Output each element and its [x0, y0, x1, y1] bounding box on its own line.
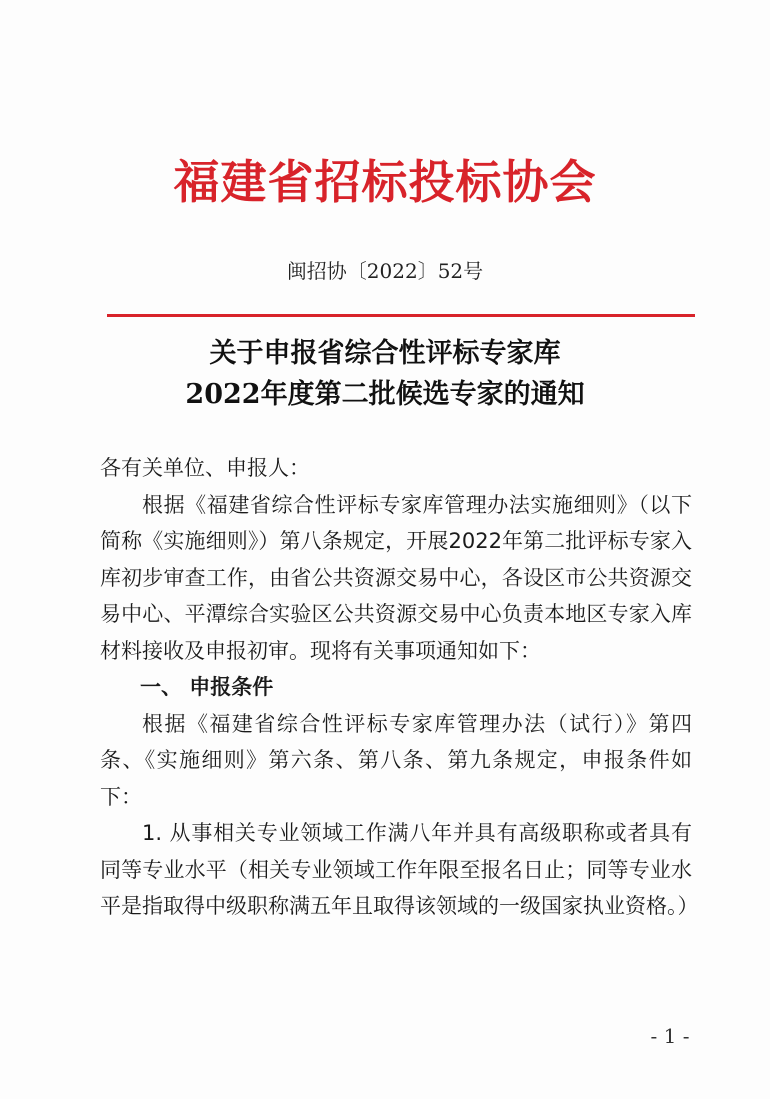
document-number: 闽招协〔2022〕52号	[286, 259, 484, 283]
page-number: - 1 -	[650, 1024, 690, 1048]
title-line-1: 关于申报省综合性评标专家库	[209, 338, 561, 369]
section-heading-conditions: 一、 申报条件	[140, 675, 274, 699]
salutation: 各有关单位、申报人：	[100, 456, 310, 480]
document-body	[100, 450, 699, 925]
paragraph-basis: 根据《福建省综合性评标专家库管理办法（试行）》第四条、《实施细则》第六条、第八条、第九条规定，申报条件如下：	[100, 711, 692, 809]
red-divider-line	[107, 314, 695, 317]
title-line-2: 2022年度第二批候选专家的通知	[185, 379, 585, 410]
paragraph-condition-1: 1. 从事相关专业领域工作满八年并具有高级职称或者具有同等专业水平（相关专业领域工作年限至报名日止；同等专业水平是指取得中级职称满五年且取得该领域的一级国家执业资格。）	[100, 821, 699, 918]
document-title	[0, 333, 770, 415]
issuing-organization: 福建省招标投标协会	[173, 155, 597, 209]
paragraph-intro: 根据《福建省综合性评标专家库管理办法实施细则》（以下简称《实施细则》）第八条规定，开展2022年第二批评标专家入库初步审查工作，由省公共资源交易中心，各设区市公共资源交易中心、平潭综合实验区公共资源交易中心负责本地区专家入库材料接收及申报初审。现将有关事项通知如下：	[100, 492, 692, 663]
